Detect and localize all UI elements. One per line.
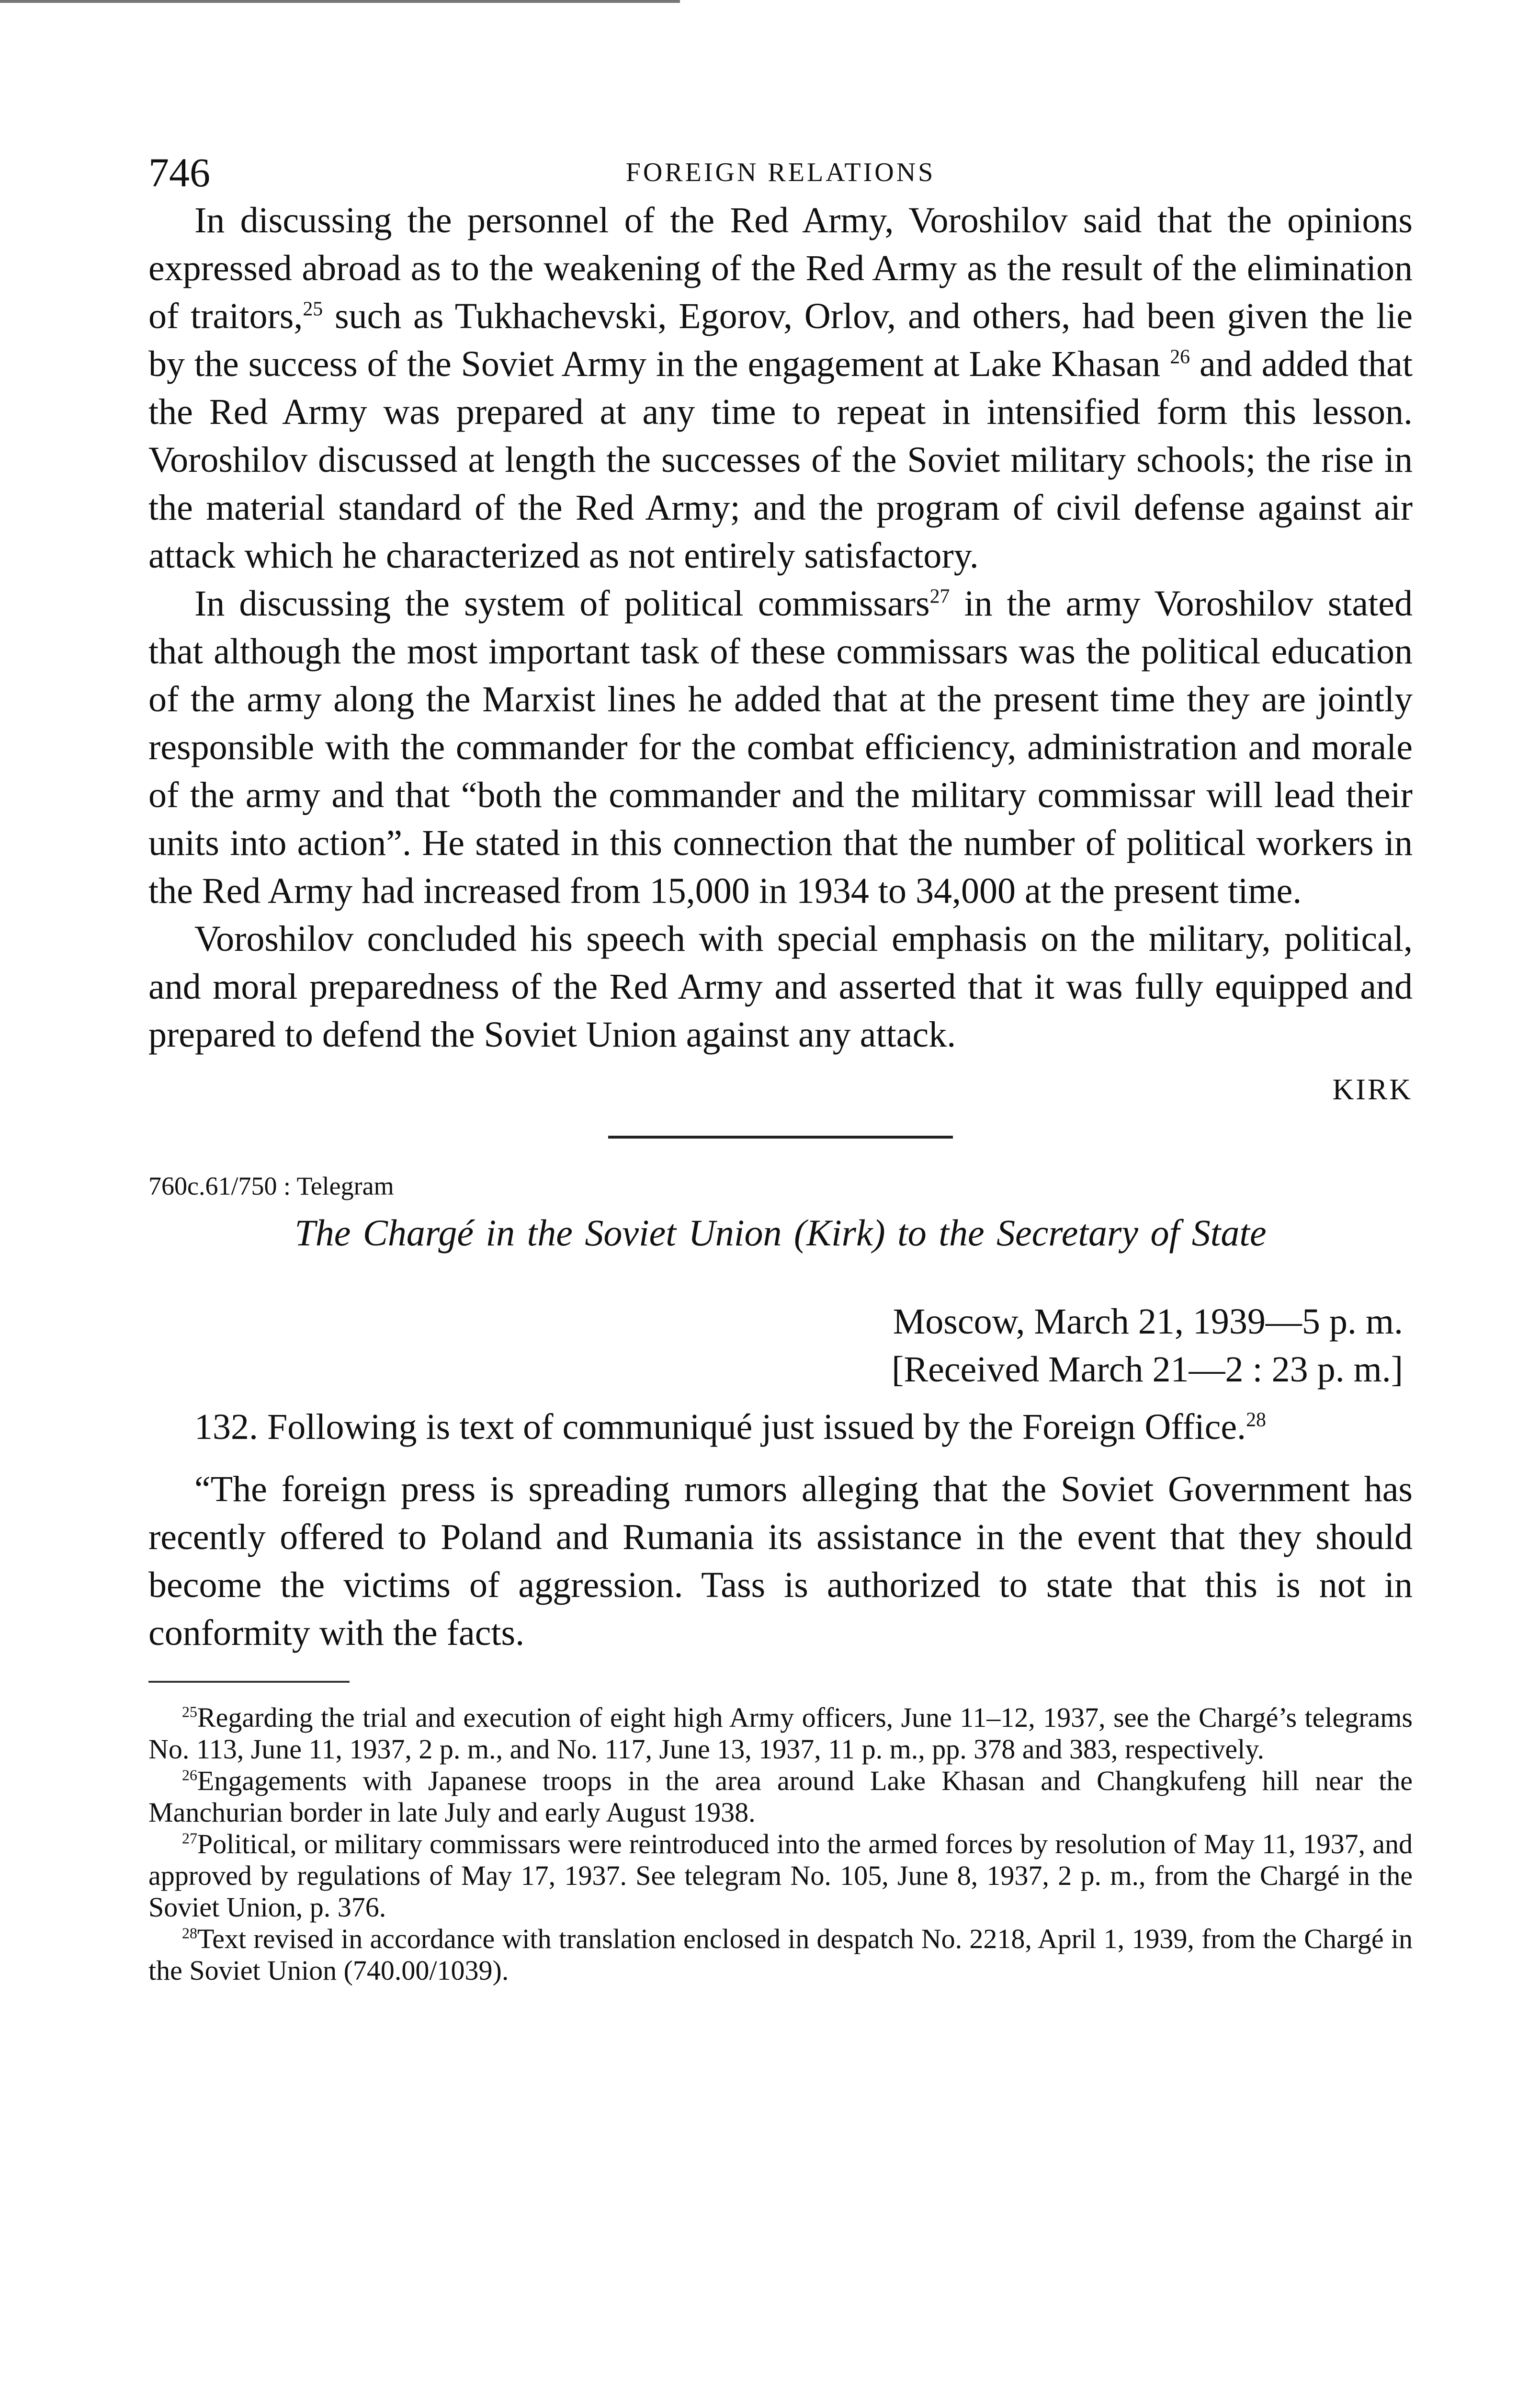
footnote-text: Text revised in accordance with translation enclosed in despatch No. 2218, April 1, 1939, from the Chargé in the Soviet Union (740.00/1039). bbox=[148, 1923, 1413, 1986]
footnote-text: Engagements with Japanese troops in the area around Lake Khasan and Changkufeng hill near the Manchurian border in late July and early August 1938. bbox=[148, 1765, 1413, 1828]
footnote-ref-27[interactable]: 27 bbox=[929, 585, 950, 608]
dateline-received: [Received March 21—2 : 23 p. m.] bbox=[892, 1349, 1403, 1390]
telegram-title: The Chargé in the Soviet Union (Kirk) to the Secretary of State bbox=[294, 1212, 1267, 1254]
footnote-ref-28[interactable]: 28 bbox=[1246, 1409, 1266, 1431]
paragraph-personnel-part-c: and added that the Red Army was prepared at any time to repeat in intensified form this lesson. Voroshilov discussed at length the successes of the Soviet military schools; the rise in the material standard of the Red Army; and the program of civil defense against air attack which he characterized as not entirely satisfactory. bbox=[148, 344, 1413, 576]
footnote-ref-25[interactable]: 25 bbox=[303, 298, 323, 320]
paragraph-personnel bbox=[148, 196, 1413, 580]
footnote-separator bbox=[148, 1681, 350, 1683]
footnote-26 bbox=[148, 1765, 1413, 1828]
footnote-text: Regarding the trial and execution of eight high Army officers, June 11–12, 1937, see the Chargé’s telegrams No. 113, June 11, 1937, 2 p. m., and No. 117, June 13, 1937, 11 p. m., pp. 378 and 383, respectively. bbox=[148, 1702, 1413, 1765]
page-number: 746 bbox=[148, 149, 210, 195]
paragraph-communique-intro bbox=[148, 1403, 1413, 1451]
paragraph-commissars-part-a: In discussing the system of political commissars bbox=[194, 583, 930, 624]
footnote-28 bbox=[148, 1923, 1413, 1986]
footnote-27 bbox=[148, 1828, 1413, 1923]
footnote-ref-26[interactable]: 26 bbox=[1170, 346, 1190, 368]
dateline-sent: Moscow, March 21, 1939—5 p. m. bbox=[893, 1301, 1403, 1342]
footnote-number: 26 bbox=[182, 1767, 197, 1784]
paragraph-conclusion: Voroshilov concluded his speech with special emphasis on the military, political, and moral preparedness of the Red Army and asserted that it was fully equipped and prepared to defend the Soviet Union against any attack. bbox=[148, 919, 1413, 1055]
signature-kirk: KIRK bbox=[1332, 1073, 1413, 1106]
top-edge-rule bbox=[0, 0, 680, 3]
footnote-number: 28 bbox=[182, 1925, 197, 1942]
paragraph-commissars-part-b: in the army Voroshilov stated that although the most important task of these commissars was the political education of the army along the Marxist lines he added that at the present time they are jointly responsible with the commander for the combat efficiency, administration and morale of the army and that “both the commander and the military commissar will lead their units into action”. He stated in this connection that the number of political workers in the Red Army had increased from 15,000 in 1934 to 34,000 at the present time. bbox=[148, 583, 1413, 911]
paragraph-commissars bbox=[148, 580, 1413, 915]
footnote-text: Political, or military commissars were reintroduced into the armed forces by resolution of May 11, 1937, and approved by regulations of May 17, 1937. See telegram No. 105, June 8, 1937, 2 p. m., from the Chargé in the Soviet Union, p. 376. bbox=[148, 1828, 1413, 1923]
document-page bbox=[148, 144, 1413, 1986]
paragraph-personnel-part-b: such as Tukhachevski, Egorov, Orlov, and others, had been given the lie by the success of the Soviet Army in the engagement at Lake Khasan bbox=[148, 296, 1413, 384]
paragraph-communique-intro-text: 132. Following is text of communiqué just issued by the Foreign Office. bbox=[194, 1407, 1246, 1447]
footnote-number: 25 bbox=[182, 1703, 197, 1721]
paragraph-communique-text: “The foreign press is spreading rumors alleging that the Soviet Government has recently offered to Poland and Rumania its assistance in the event that they should become the victims of aggression. Tass is authorized to state that this is not in conformity with the facts. bbox=[148, 1469, 1413, 1653]
footnote-number: 27 bbox=[182, 1830, 197, 1847]
page-header bbox=[148, 144, 1413, 196]
document-reference: 760c.61/750 : Telegram bbox=[148, 1172, 394, 1200]
paragraph-personnel-part-a: In discussing the personnel of the Red Army, Voroshilov said that the opinions expressed abroad as to the weakening of the Red Army as the result of the elimination of traitors, bbox=[148, 200, 1413, 336]
section-separator bbox=[608, 1136, 953, 1139]
footnote-25 bbox=[148, 1702, 1413, 1765]
running-head: FOREIGN RELATIONS bbox=[625, 158, 936, 187]
